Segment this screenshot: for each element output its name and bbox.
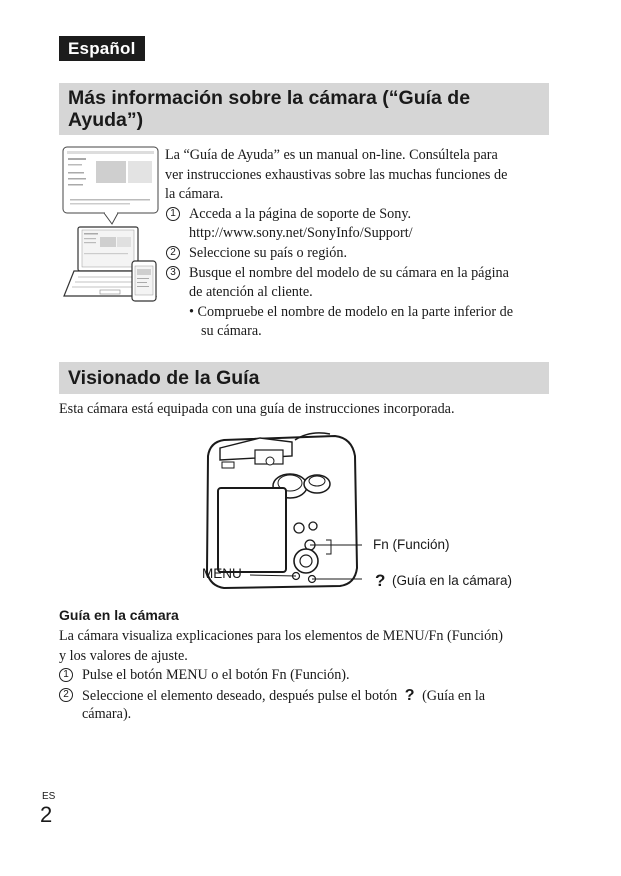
help-guide-intro-line-2: ver instrucciones exhaustivas sobre las muchas funciones de xyxy=(165,166,508,183)
in-camera-guide-step-2-text-line-2: cámara). xyxy=(82,706,132,723)
step-number-1: 1 xyxy=(59,668,73,682)
in-camera-guide-intro-line-1: La cámara visualiza explicaciones para los elementos de MENU/Fn (Función) xyxy=(59,628,503,644)
menu-button-label: MENU xyxy=(202,566,242,581)
in-camera-guide-step-2-text-line-1 xyxy=(82,686,485,707)
fn-button-label: Fn (Función) xyxy=(373,537,450,552)
model-name-note-line-1: • Compruebe el nombre de modelo en la parte inferior de xyxy=(189,303,514,320)
step-number-3: 3 xyxy=(166,266,180,280)
help-guide-devices-illustration xyxy=(60,144,164,304)
step-number-2: 2 xyxy=(166,246,180,260)
section-heading-viewing-guide: Visionado de la Guía xyxy=(59,362,549,394)
step-2-text-before-icon: Seleccione el elemento deseado, después pulse el botón xyxy=(82,687,398,704)
in-camera-guide-button-label: (Guía en la cámara) xyxy=(392,573,513,588)
step-1-text: Acceda a la página de soporte de Sony. xyxy=(189,205,412,222)
step-number-2: 2 xyxy=(59,688,73,702)
support-url-link[interactable]: http://www.sony.net/SonyInfo/Support/ xyxy=(189,225,413,242)
step-2-text: Seleccione su país o región. xyxy=(189,245,347,261)
question-mark-icon: ? xyxy=(375,571,386,590)
step-3-text-line-2: de atención al cliente. xyxy=(189,284,313,301)
page-language-code: ES xyxy=(42,791,56,802)
model-name-note-line-2: su cámara. xyxy=(201,323,262,340)
viewing-guide-intro: Esta cámara está equipada con una guía de instrucciones incorporada. xyxy=(59,401,455,417)
in-camera-guide-intro-line-2: y los valores de ajuste. xyxy=(59,647,188,664)
question-mark-icon: ? xyxy=(404,686,415,704)
step-3-text-line-1: Busque el nombre del modelo de su cámara en la página xyxy=(189,264,509,281)
page-number: 2 xyxy=(40,802,53,827)
step-2-text-after-icon: (Guía en la xyxy=(422,687,486,704)
language-tag: Español xyxy=(59,36,145,61)
step-number-1: 1 xyxy=(166,207,180,221)
in-camera-guide-step-1-text: Pulse el botón MENU o el botón Fn (Función). xyxy=(82,667,350,684)
help-guide-intro-line-1: La “Guía de Ayuda” es un manual on-line. Consúltela para xyxy=(165,147,498,163)
in-camera-guide-heading: Guía en la cámara xyxy=(59,607,179,623)
section-heading-help-guide: Más información sobre la cámara (“Guía de Ayuda”) xyxy=(59,83,549,135)
help-guide-intro-line-3: la cámara. xyxy=(165,186,224,203)
